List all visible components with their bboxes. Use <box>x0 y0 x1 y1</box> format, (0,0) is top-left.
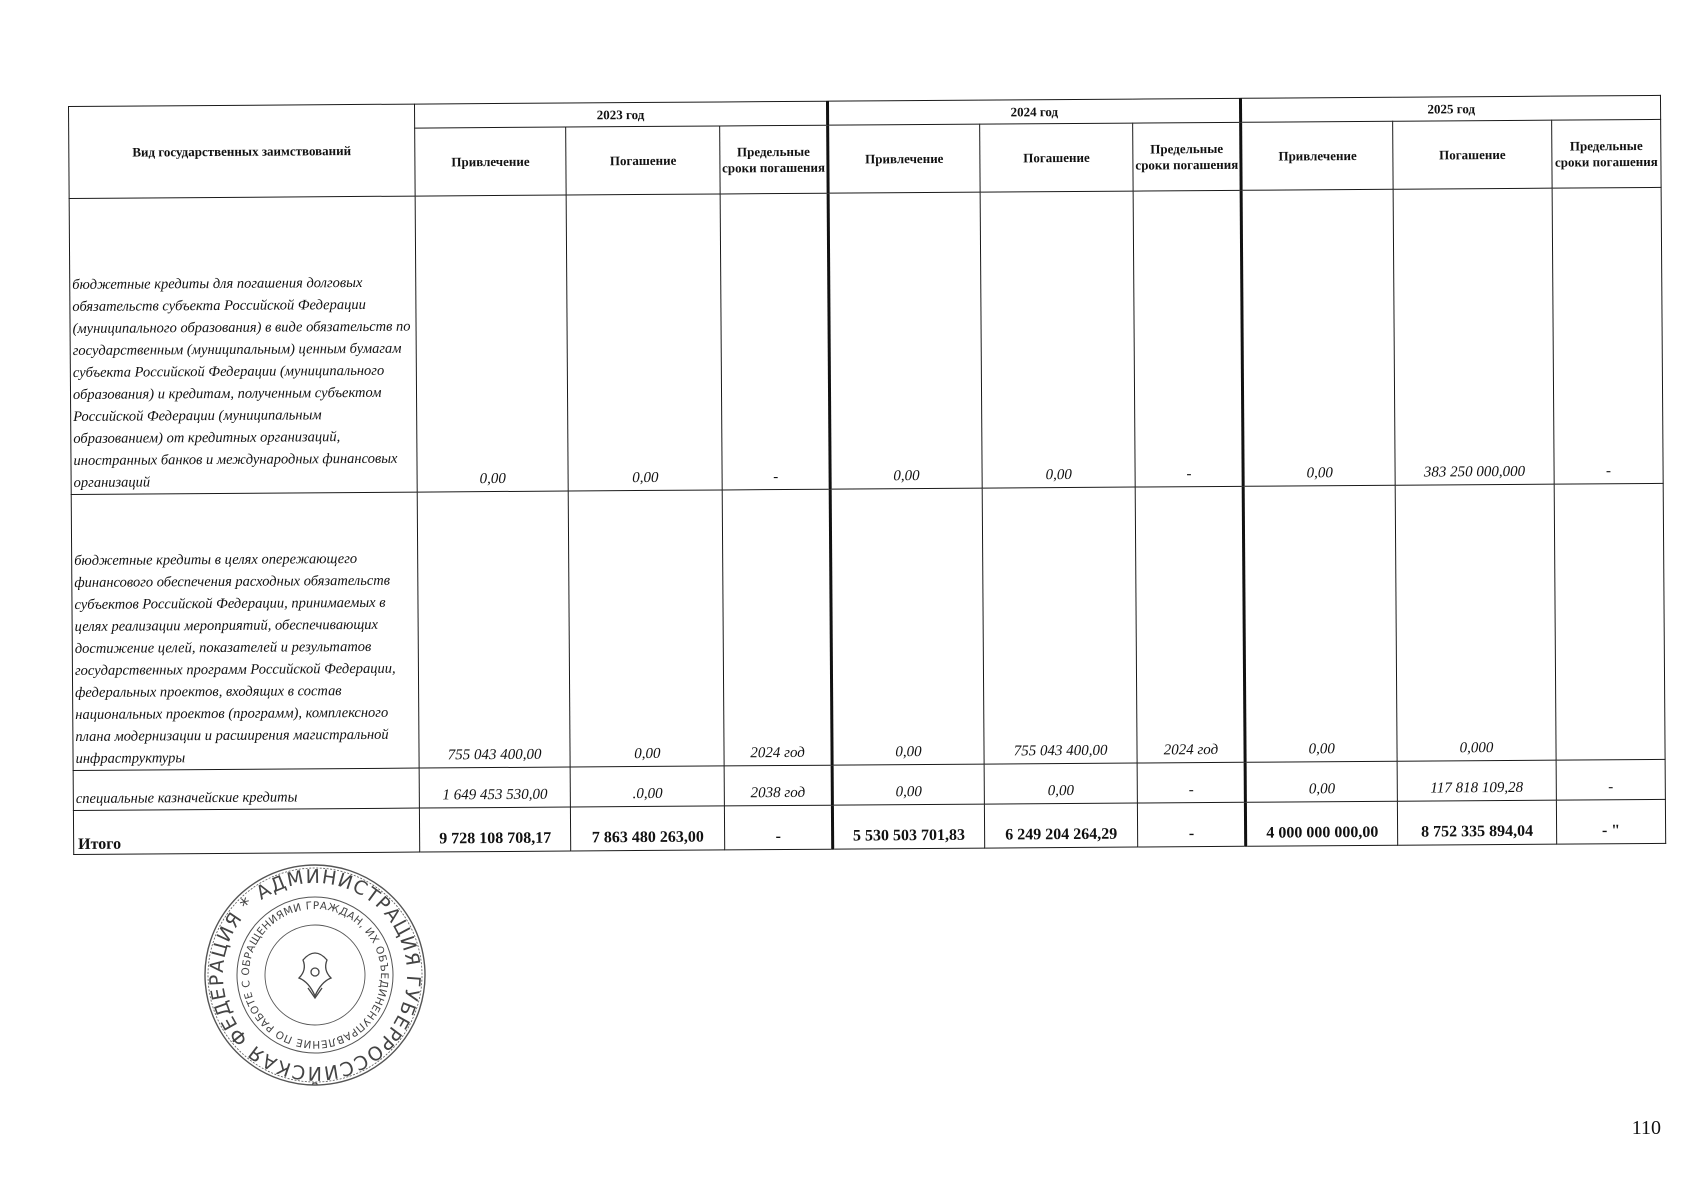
value-cell: 0,00 <box>569 490 725 767</box>
value-cell: 117 818 109,28 <box>1397 760 1556 801</box>
corner-header: Вид государственных заимствований <box>69 104 415 198</box>
value-cell: 383 250 000,000 <box>1393 188 1554 485</box>
value-cell: 0,00 <box>830 488 984 765</box>
col-header-repayment: Погашение <box>979 123 1133 192</box>
col-header-deadline: Предельные сроки погашения <box>1133 122 1241 191</box>
value-cell: 0,00 <box>1246 761 1398 802</box>
table-row <box>69 187 1663 494</box>
value-cell: 0,00 <box>984 763 1138 804</box>
value-cell: 0,000 <box>1395 484 1556 761</box>
total-cell: 4 000 000 000,00 <box>1246 801 1398 846</box>
value-cell: 0,00 <box>567 194 723 491</box>
value-cell: 0,00 <box>1244 485 1398 762</box>
total-cell: 9 728 108 708,17 <box>419 807 571 852</box>
value-cell: 0,00 <box>1242 189 1396 486</box>
col-header-deadline: Предельные сроки погашения <box>1552 119 1662 188</box>
total-cell: - " <box>1556 799 1665 844</box>
value-cell: 2038 год <box>724 765 832 806</box>
value-cell: 2024 год <box>1136 486 1246 763</box>
total-cell: 8 752 335 894,04 <box>1397 800 1556 845</box>
row-label: специальные казначейские кредиты <box>73 768 419 810</box>
value-cell: - <box>720 193 830 490</box>
col-header-repayment: Погашение <box>566 126 720 195</box>
value-cell: 0,00 <box>828 192 982 489</box>
col-header-repayment: Погашение <box>1393 120 1552 189</box>
value-cell: 0,00 <box>832 764 984 805</box>
year-header-2025: 2025 год <box>1241 95 1661 122</box>
borrowing-table <box>68 95 1666 855</box>
year-header-2023: 2023 год <box>414 101 827 128</box>
page-number: 110 <box>1631 1117 1661 1139</box>
value-cell: 2024 год <box>722 489 832 766</box>
value-cell <box>1554 483 1665 760</box>
row-label: бюджетные кредиты для погашения долговых обязательств субъекта Российской Федерации (муниципального образования) в виде обязательств по государственным (муниципальным) ценным бумагам субъекта Российской Федерации (муниципального образования) и кредитам, полученным субъектом Российской Федерации (муниципальным образованием) от кредитных организаций, иностранных банков и международных финансовых организаций <box>69 196 417 494</box>
total-cell: 6 249 204 264,29 <box>984 803 1138 848</box>
value-cell: - <box>1138 762 1246 803</box>
official-seal-stamp <box>200 860 430 1090</box>
coat-of-arms-icon <box>299 953 331 998</box>
value-cell: 1 649 453 530,00 <box>419 767 571 808</box>
value-cell: - <box>1552 187 1663 484</box>
value-cell: 755 043 400,00 <box>982 487 1138 764</box>
row-label: бюджетные кредиты в целях опережающего финансового обеспечения расходных обязательств субъектов Российской Федерации, принимаемых в целях реализации мероприятий, обеспечивающих достижение целей, показателей и результатов государственных программ Российской Федерации, федеральных проектов, входящих в состав национальных проектов (программ), комплексного плана модернизации и расширения магистральной инфраструктуры <box>71 492 419 770</box>
total-cell: - <box>724 805 832 850</box>
value-cell: 0,00 <box>415 195 569 492</box>
table-row <box>71 483 1665 770</box>
seal-inner-text: УПРАВЛЕНИЕ ПО РАБОТЕ С ОБРАЩЕНИЯМИ ГРАЖДАН, ИХ ОБЪЕДИНЕНИЙ <box>239 899 391 1051</box>
col-header-attraction: Привлечение <box>828 124 980 193</box>
total-label: Итого <box>73 808 419 854</box>
total-cell: - <box>1138 802 1246 847</box>
value-cell: - <box>1134 190 1244 487</box>
value-cell: 0,00 <box>980 191 1136 488</box>
value-cell: - <box>1556 759 1665 800</box>
borrowing-table-sheet <box>68 95 1666 855</box>
total-cell: 5 530 503 701,83 <box>833 804 985 849</box>
seal-outer-text: РОССИЙСКАЯ ФЕДЕРАЦИЯ * АДМИНИСТРАЦИЯ ГУБЕРНАТОРА <box>205 865 425 1085</box>
value-cell: .0,00 <box>571 766 725 807</box>
col-header-attraction: Привлечение <box>414 127 566 196</box>
total-cell: 7 863 480 263,00 <box>571 806 725 851</box>
col-header-deadline: Предельные сроки погашения <box>720 125 828 194</box>
year-header-2024: 2024 год <box>828 98 1241 125</box>
col-header-attraction: Привлечение <box>1241 121 1393 190</box>
value-cell: 755 043 400,00 <box>417 491 571 768</box>
